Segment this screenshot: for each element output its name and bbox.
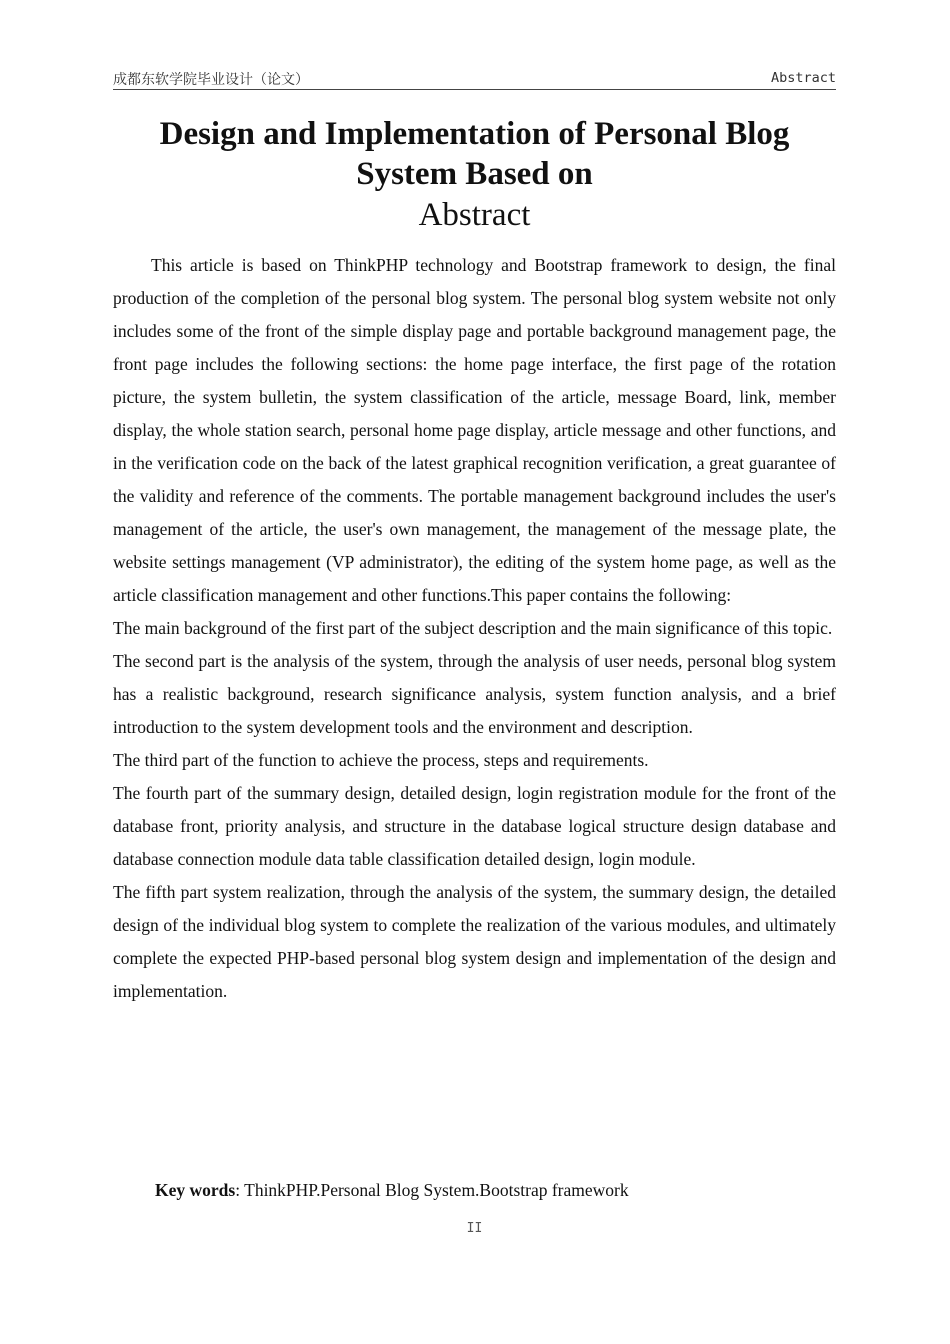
- abstract-heading: Abstract: [418, 197, 531, 233]
- abstract-body: [113, 249, 836, 1008]
- keywords-label: Key words: [155, 1180, 236, 1200]
- keywords-text: : ThinkPHP.Personal Blog System.Bootstrap framework: [235, 1180, 629, 1200]
- abstract-paragraph-part-4: The fourth part of the summary design, detailed design, login registration module for the front of the database front, priority analysis, and structure in the database logical structure design database and database connection module data table classification detailed design, login module.: [113, 783, 836, 869]
- abstract-paragraph-part-1: The main background of the first part of the subject description and the main significance of this topic.: [113, 618, 833, 638]
- abstract-paragraph-part-5: The fifth part system realization, through the analysis of the system, the summary design, the detailed design of the individual blog system to complete the realization of the various modules, and ultimately complete the expected PHP-based personal blog system design and implementation of the design and implementation.: [113, 882, 836, 1001]
- paper-title: [113, 114, 836, 194]
- keywords-line: [155, 1174, 836, 1207]
- header-school-title: 成都东软学院毕业设计（论文）: [113, 72, 309, 88]
- abstract-paragraph-intro: This article is based on ThinkPHP technology and Bootstrap framework to design, the final production of the completion of the personal blog system. The personal blog system website not only includes some of the front of the simple display page and portable background management page, the front page includes the following sections: the home page interface, the first page of the rotation picture, the system bulletin, the system classification of the article, message Board, link, member display, the whole station search, personal home page display, article message and other functions, and in the verification code on the back of the latest graphical recognition verification, a great guarantee of the validity and reference of the comments. The portable management background includes the user's management of the article, the user's own management, the management of the message plate, the website settings management (VP administrator), the editing of the system home page, as well as the article classification management and other functions.This paper contains the following:: [113, 255, 836, 605]
- paper-title-line-2: System Based on: [356, 156, 593, 192]
- page-number: II: [466, 1221, 483, 1236]
- abstract-paragraph-part-2: The second part is the analysis of the system, through the analysis of user needs, personal blog system has a realistic background, research significance analysis, system function analysis, and a brief introduction to the system development tools and the environment and description.: [113, 651, 836, 737]
- abstract-paragraph-part-3: The third part of the function to achieve the process, steps and requirements.: [113, 750, 649, 770]
- header-section-title: Abstract: [770, 70, 836, 86]
- paper-title-line-1: Design and Implementation of Personal Blog: [159, 116, 790, 152]
- page-header: [113, 68, 836, 90]
